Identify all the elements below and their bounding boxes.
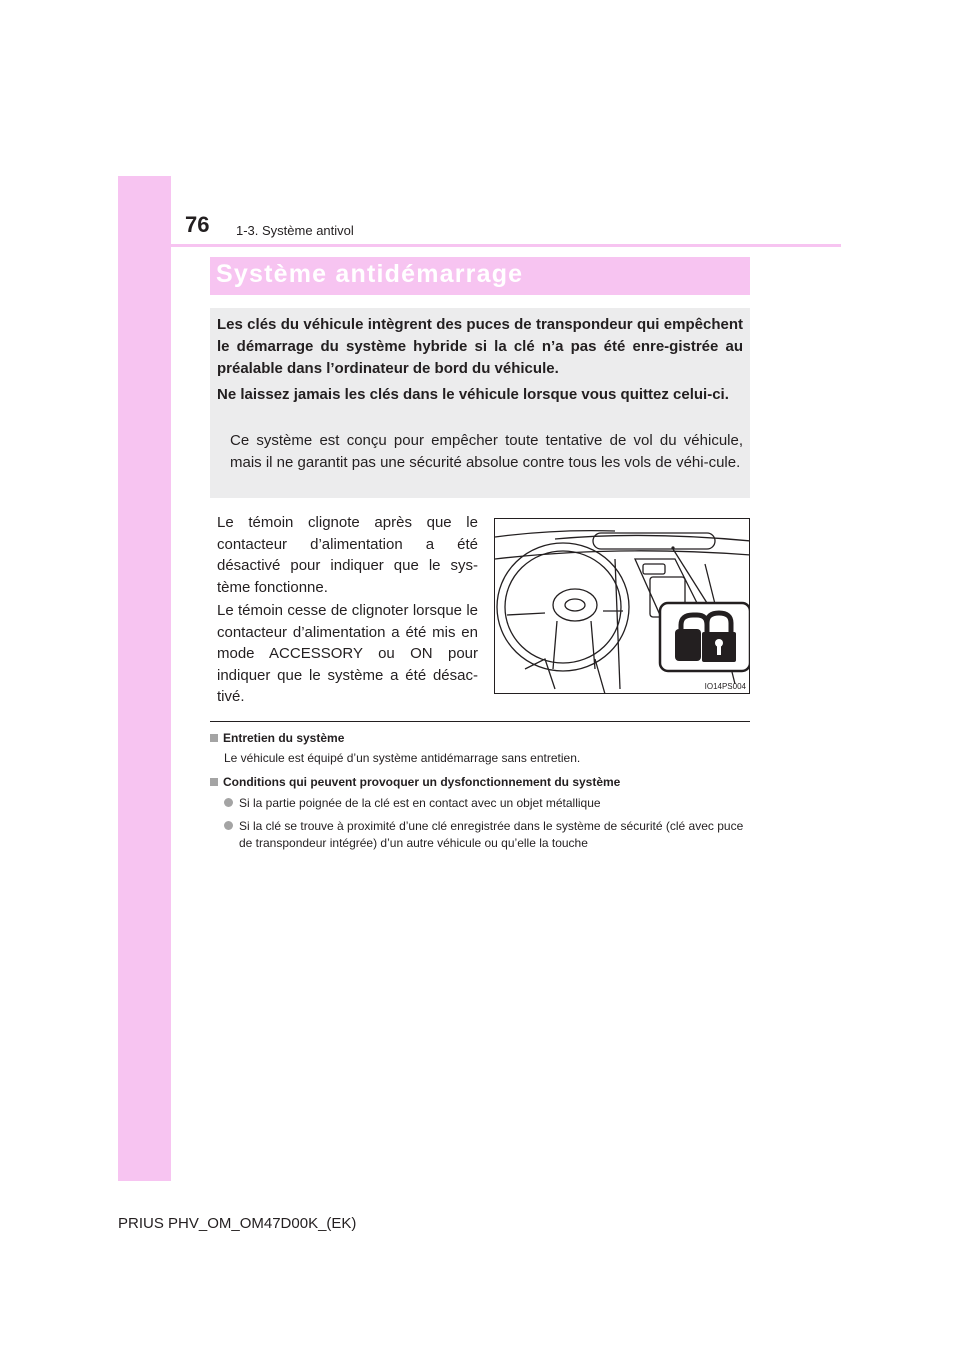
figure-id: IO14PS004 [704,682,746,691]
section-title-bar [210,257,750,295]
note-heading-conditions [210,775,620,789]
body-paragraph-2: Le témoin cesse de clignoter lorsque le contacteur d’alimentation a été mis en mode ACCESSORY ou ON pour indiquer que le système a été désac-tivé. [217,602,478,705]
list-item [224,818,750,852]
note-text-maintenance: Le véhicule est équipé d’un système antidémarrage sans entretien. [224,751,581,765]
page-number: 76 [185,212,210,237]
round-bullet-icon [224,821,233,830]
intro-box [210,308,750,498]
dashboard-drawing [495,519,750,694]
round-bullet-icon [224,798,233,807]
notes-divider [210,721,750,722]
footer-document-code: PRIUS PHV_OM_OM47D00K_(EK) [118,1215,357,1232]
note-heading-maintenance [210,731,344,745]
body-paragraph-1: Le témoin clignote après que le contacteur d’alimentation a été désactivé pour indiquer que le sys-tème fonctionne. [217,514,478,596]
padlock-car-icon [660,603,750,671]
square-bullet-icon [210,778,218,786]
chapter-sidebar-tab [118,176,171,1181]
header-divider [118,244,841,247]
intro-note: Ce système est conçu pour empêcher toute tentative de vol du véhicule, mais il ne garantit pas une sécurité absolue contre tous les vols de véhi-cule. [230,432,743,471]
list-item [224,795,750,812]
square-bullet-icon [210,734,218,742]
note-heading-text: Entretien du système [223,731,345,745]
list-item-text: Si la clé se trouve à proximité d’une clé enregistrée dans le système de sécurité (clé avec puce de transpondeur intégrée) d’un autre véhicule ou qu’elle la touche [239,819,744,850]
dashboard-illustration [494,518,750,694]
note-heading-text: Conditions qui peuvent provoquer un dysfonctionnement du système [223,775,621,789]
list-item-text: Si la partie poignée de la clé est en contact avec un objet métallique [239,796,601,810]
page-title: Système antidémarrage [216,260,524,288]
intro-paragraph-1: Les clés du véhicule intègrent des puces de transpondeur qui empêchent le démarrage du système hybride si la clé n’a pas été enre-gistrée au préalable dans l’ordinateur de bord du véhicule. [217,316,743,377]
intro-paragraph-2: Ne laissez jamais les clés dans le véhicule lorsque vous quittez celui-ci. [217,386,729,403]
section-breadcrumb: 1-3. Système antivol [236,223,354,238]
